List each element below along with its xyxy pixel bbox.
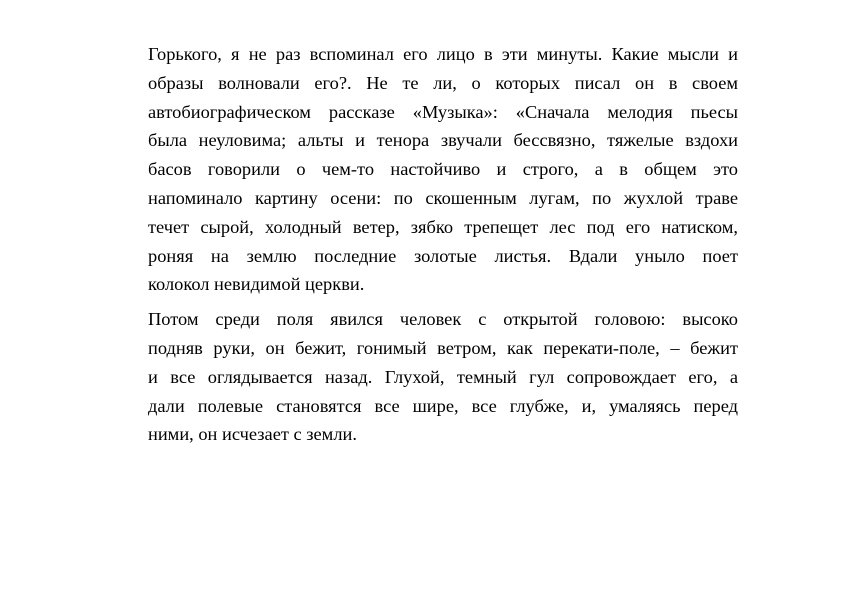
text-line: басов говорили о чем-то настойчиво и строго, а в общем это (148, 159, 738, 180)
text-line: дали полевые становятся все шире, все глубже, и, умаляясь перед (148, 395, 738, 416)
text-line: подняв руки, он бежит, гонимый ветром, как перекати-поле, – бежит (148, 337, 738, 358)
text-line: роняя на землю последние золотые листья. Вдали уныло поет (148, 245, 738, 266)
text-line: напоминало картину осени: по скошенным лугам, по жухлой траве (148, 187, 738, 208)
text-line: колокол невидимой церкви. (148, 274, 365, 295)
text-line: Потом среди поля явился человек с открытой головою: высоко (148, 309, 738, 330)
text-line: и все оглядывается назад. Глухой, темный гул сопровождает его, а (148, 366, 738, 387)
paragraph-1 (148, 40, 738, 299)
paragraph-2 (148, 305, 738, 449)
text-line: была неуловима; альты и тенора звучали бессвязно, тяжелые вздохи (148, 130, 738, 151)
text-line: автобиографическом рассказе «Музыка»: «Сначала мелодия пьесы (148, 101, 738, 122)
text-line: Горького, я не раз вспоминал его лицо в эти минуты. Какие мысли и (148, 44, 738, 64)
text-line: образы волновали его?. Не те ли, о которых писал он в своем (148, 72, 738, 93)
text-body (148, 40, 738, 449)
text-line: ними, он исчезает с земли. (148, 424, 357, 445)
text-line: течет сырой, холодный ветер, зябко трепещет лес под его натиском, (148, 216, 738, 237)
